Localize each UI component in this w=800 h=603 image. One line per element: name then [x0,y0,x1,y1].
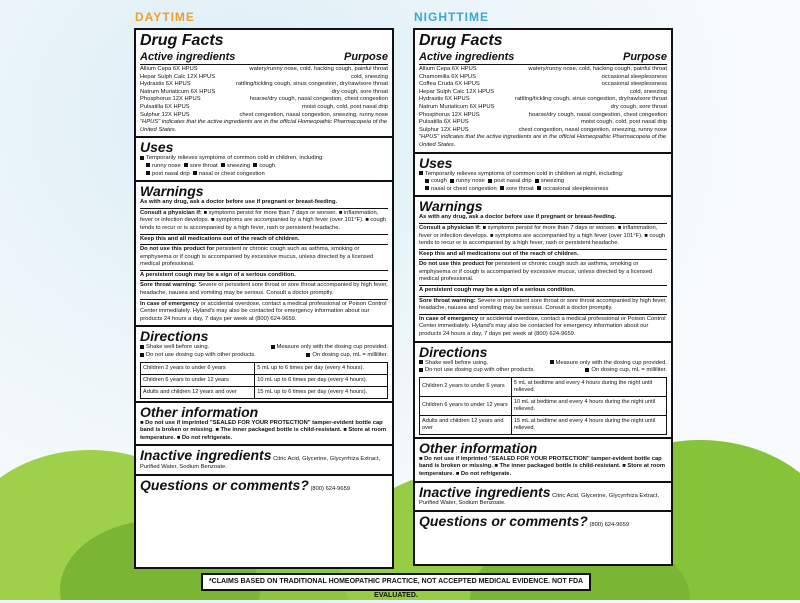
ingredient-row: Phosphorus 12X HPUS hoarse/dry cough, nasal congestion, chest congestion [419,111,667,118]
drug-facts-title: Drug Facts [419,32,503,49]
directions-title: Directions [419,343,488,360]
ingredient-row: Pulsatilla 6X HPUS moist cough, cold, post nasal drip [140,103,388,110]
table-row: Children 2 years to under 6 years 5 mL at bedtime and every 4 hours during the night until relieved. [420,377,667,396]
hpus-note: "HPUS" indicates that the active ingredients are in the official Homeopathic Pharmacopeia of the United States. [419,134,667,148]
ingredient-row: Natrum Muriaticum 6X HPUS dry cough, sore throat [140,88,388,95]
ingredient-row: Allium Cepa 6X HPUS watery/runny nose, cold, hacking cough, painful throat [140,66,388,72]
table-row: Children 2 years to under 6 years 5 mL up to 6 times per day (every 4 hours). [141,362,388,374]
uses-text: Temporarily relieves symptoms of common cold in children at night, including: [419,171,667,179]
warning-do-not-use: Do not use this product for persistent or chronic cough such as asthma, smoking or emphysema or if cough is accompanied by excessive mucus, unless directed by a licensed medical professional. [419,261,653,283]
inactive-ingredients-section [415,483,671,512]
dosage-table [419,377,667,435]
active-ingredients-label: Active ingredients [419,51,515,63]
inactive-ingredients-section [136,446,392,475]
warning-persistent-cough: A persistent cough may be a sign of a serious condition. [140,271,296,278]
directions-line-2: Do not use dosing cup with other products. On dosing cup, mL = milliliter. [140,352,388,360]
warning-consult: Consult a physician if: ■ symptoms persist for more than 7 days or worsen. ■ inflammation, fever or infection develops. ■ symptoms are accompanied by a high fever (over 101°F). ■ cough tends to recur or is accompanied by a high fever, rash or persistent headache. [140,209,387,231]
other-information-text: ■ Do not use if imprinted "SEALED FOR YOUR PROTECTION" tamper-evident bottle cap band is broken or missing. ■ The inner packaged bottle is child-resistant. ■ Store at room temperature. ■ Do not refrigerate. [419,455,666,477]
other-information-section [136,403,392,447]
ingredient-row: Pulsatilla 6X HPUS moist cough, cold, post nasal drip [419,119,667,126]
directions-section [136,327,392,402]
questions-title: Questions or comments? [419,512,588,529]
daytime-drug-facts-panel [134,28,394,569]
ingredient-row: Coffea Cruda 6X HPUS occasional sleeplessness [419,81,667,88]
warnings-title: Warnings [419,198,483,215]
uses-text: Temporarily relieves symptoms of common cold in children, including: [140,155,388,163]
active-ingredients-section [136,30,392,138]
ingredient-row: Hydrastis 6X HPUS rattling/tickling cough, sinus congestion, dry/raw/sore throat [419,96,667,103]
table-row: Adults and children 12 years and over 15 mL at bedtime and every 4 hours during the night until relieved. [420,415,667,434]
purpose-label: Purpose [622,51,667,63]
inactive-ingredients-title: Inactive ingredients [140,447,272,464]
directions-section [415,343,671,439]
other-information-title: Other information [140,403,259,420]
warning-sore-throat: Sore throat warning: Severe or persistent sore throat or sore throat accompanied by high fever, headache, nausea and vomiting may be serious. Consult a doctor promptly. [419,297,667,312]
directions-line-2: Do not use dosing cup with other products. On dosing cup, mL = milliliter. [419,367,667,375]
inactive-ingredients-title: Inactive ingredients [419,483,551,500]
questions-phone: (800) 624-9659 [589,521,630,528]
warnings-title: Warnings [140,183,204,200]
questions-section [415,512,671,532]
uses-list: runny nose sore throat sneezing cough post nasal drip nasal or chest congestion [140,163,388,178]
ingredient-row: Hepar Sulph Calc 12X HPUS cold, sneezing [140,73,388,80]
hpus-note: "HPUS" indicates that the active ingredients are in the official Homeopathic Pharmacopeia of the United States. [140,119,388,133]
nighttime-drug-facts-panel [413,28,673,566]
directions-line-1: Shake well before using. Measure only with the dosing cup provided. [419,360,667,368]
inactive-ingredients-text: Citric Acid, Glycerine, Glycyrrhiza Extract, Purified Water, Sodium Benzoate. [140,456,381,470]
uses-section [415,154,671,198]
warning-sore-throat: Sore throat warning: Severe or persistent sore throat or sore throat accompanied by high fever, headache, nausea and vomiting may be serious. Consult a doctor promptly. [140,282,388,297]
active-ingredients-section [415,30,671,154]
warning-children: Keep this and all medications out of the reach of children. [140,235,300,242]
ingredient-row: Hepar Sulph Calc 12X HPUS cold, sneezing [419,88,667,95]
questions-section [136,476,392,496]
warning-do-not-use: Do not use this product for persistent or chronic cough such as asthma, smoking or emphysema or if cough is accompanied by excessive mucus, unless directed by a licensed medical professional. [140,246,374,268]
uses-title: Uses [140,139,174,156]
ingredient-row: Allium Cepa 6X HPUS watery/runny nose, cold, hacking cough, painful throat [419,66,667,72]
directions-line-1: Shake well before using. Measure only with the dosing cup provided. [140,344,388,352]
warning-pregnancy: As with any drug, ask a doctor before use if pregnant or breast-feeding. [419,214,617,221]
directions-title: Directions [140,328,209,345]
ingredient-row: Natrum Muriaticum 6X HPUS dry cough, sore throat [419,103,667,110]
table-row: Children 6 years to under 12 years 10 mL up to 6 times per day (every 4 hours). [141,374,388,386]
warning-emergency: In case of emergency or accidental overdose, contact a medical professional or Poison Control Center immediately. Hyland's may also be contacted for emergency information about our products 24 hours a day, 7 days per week at (800) 624-9659. [140,300,387,322]
dosage-table [140,362,388,399]
drug-facts-title: Drug Facts [140,32,224,49]
ingredient-row: Hydrastis 6X HPUS rattling/tickling cough, sinus congestion, dry/raw/sore throat [140,81,388,88]
warning-pregnancy: As with any drug, ask a doctor before use if pregnant or breast-feeding. [140,199,338,206]
table-row: Adults and children 12 years and over 15 mL up to 6 times per day (every 4 hours). [141,386,388,398]
claims-disclaimer: *CLAIMS BASED ON TRADITIONAL HOMEOPATHIC PRACTICE, NOT ACCEPTED MEDICAL EVIDENCE. NOT FDA EVALUATED. [201,573,591,591]
uses-title: Uses [419,154,453,171]
warnings-section [136,182,392,327]
questions-phone: (800) 624-9659 [310,485,351,492]
nighttime-header: NIGHTTIME [414,10,489,24]
active-ingredients-header [140,51,388,65]
active-ingredients-header [419,51,667,65]
other-information-section [415,439,671,483]
other-information-title: Other information [419,439,538,456]
warning-emergency: In case of emergency or accidental overdose, contact a medical professional or Poison Control Center immediately. Hyland's may also be contacted for emergency information about our products 24 hours a day, 7 days per week at (800) 624-9659. [419,315,666,338]
ingredient-row: Sulphur 12X HPUS chest congestion, nasal congestion, sneezing, runny nose [140,111,388,118]
grass-background [0,410,800,600]
other-information-text: ■ Do not use if imprinted "SEALED FOR YOUR PROTECTION" tamper-evident bottle cap band is broken or missing. ■ The inner packaged bottle is child-resistant. ■ Store at room temperature. ■ Do not refrigerate. [140,419,387,441]
uses-section [136,138,392,182]
warnings-section [415,197,671,342]
active-ingredients-label: Active ingredients [140,51,236,63]
purpose-label: Purpose [343,51,388,63]
warning-consult: Consult a physician if: ■ symptoms persist for more than 7 days or worsen. ■ inflammation, fever or infection develops. ■ symptoms are accompanied by a high fever (over 101°F). ■ cough tends to recur or is accompanied by a high fever, rash or persistent headache. [419,224,666,247]
daytime-header: DAYTIME [135,10,195,24]
warning-persistent-cough: A persistent cough may be a sign of a serious condition. [419,287,575,294]
inactive-ingredients-text: Citric Acid, Glycerine, Glycyrrhiza Extract, Purified Water, Sodium Benzoate. [419,492,660,507]
ingredient-row: Sulphur 12X HPUS chest congestion, nasal congestion, sneezing, runny nose [419,126,667,133]
ingredient-row: Chamomilla 6X HPUS occasional sleeplessness [419,73,667,80]
questions-title: Questions or comments? [140,476,309,493]
uses-list: cough runny nose post nasal drip sneezing nasal or chest congestion sore throat occasional sleeplessness [419,178,667,193]
warning-children: Keep this and all medications out of the reach of children. [419,250,579,257]
ingredient-row: Phosphorus 12X HPUS hoarse/dry cough, nasal congestion, chest congestion [140,96,388,103]
table-row: Children 6 years to under 12 years 10 mL at bedtime and every 4 hours during the night until relieved. [420,396,667,415]
